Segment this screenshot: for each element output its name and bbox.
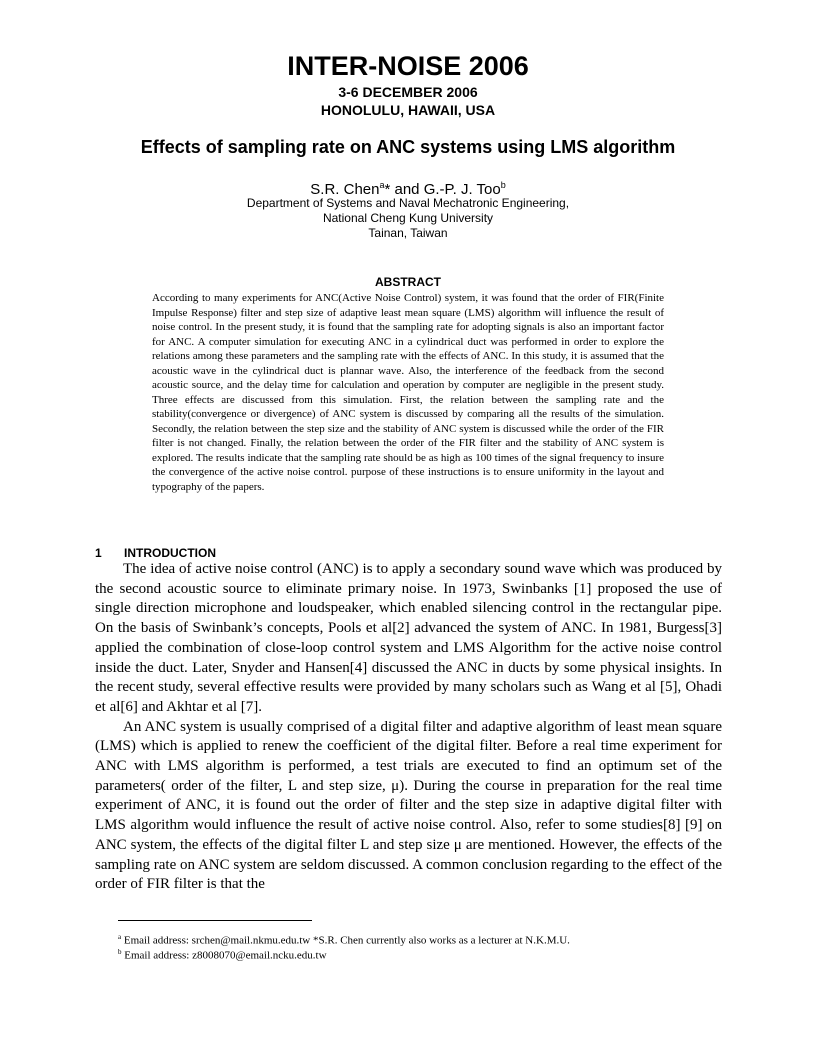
- section-heading: [95, 546, 495, 560]
- corresponding-star: *: [384, 181, 391, 198]
- footnote-a-mark: a: [118, 933, 122, 941]
- footnote-b: [118, 945, 718, 964]
- introduction-body: [95, 560, 722, 895]
- author-1: S.R. Chen: [310, 181, 380, 198]
- affiliation-university: National Cheng Kung University: [322, 211, 494, 225]
- conference-title: INTER-NOISE 2006: [287, 51, 529, 81]
- footnote-a-text: Email address: srchen@mail.nkmu.edu.tw *S.R. Chen currently also works as a lecturer at N.K.M.U.: [121, 934, 570, 947]
- paper-title: Effects of sampling rate on ANC systems using LMS algorithm: [140, 137, 676, 157]
- author-1-affil-mark: a: [379, 180, 385, 190]
- author-2-affil-mark: b: [500, 180, 506, 190]
- footnote-b-text: Email address: z8008070@email.ncku.edu.tw: [121, 949, 327, 962]
- intro-paragraph-2: An ANC system is usually comprised of a digital filter and adaptive algorithm of least mean square (LMS) which is applied to renew the coefficient of the digital filter. Before a real time experiment for ANC with LMS algorithm is performed, a test trials are executed to find an optimum set of the parameters( order of the filter, L and step size, μ). During the course in preparation for the real time experiment of ANC, it is found out the order of filter and the step size in adaptive digital filter with LMS algorithm would influence the result of active noise control. Also, refer to some studies[8] [9] on ANC system, the effects of the digital filter L and step size μ are mentioned. However, the effects of the sampling rate on ANC system are seldom discussed. A common conclusion regarding to the effect of the order of FIR filter is that the: [95, 718, 722, 893]
- footnote-divider: [118, 920, 312, 921]
- conference-dates: 3-6 DECEMBER 2006: [338, 84, 478, 100]
- conference-location: HONOLULU, HAWAII, USA: [320, 102, 496, 118]
- section-title: INTRODUCTION: [124, 546, 216, 560]
- author-conjunction: and: [390, 181, 424, 198]
- section-number: 1: [95, 546, 102, 560]
- intro-paragraph-1: The idea of active noise control (ANC) is to apply a secondary sound wave which was produced by the second acoustic source to eliminate primary noise. In 1973, Swinbanks [1] proposed the use of single direction microphone and loudspeaker, which enabled silencing control in the rectangular pipe. On the basis of Swinbank’s concepts, Pools et al[2] advanced the system of ANC. In 1981, Burgess[3] applied the combination of close-loop control system and LMS Algorithm for the active noise control inside the duct. Later, Snyder and Hansen[4] discussed the ANC in ducts by some physical insights. In the recent study, several effective results were provided by many scholars such as Wang et al [5], Ohadi et al[6] and Akhtar et al [7].: [95, 561, 722, 715]
- abstract-heading: ABSTRACT: [375, 275, 441, 289]
- affiliation-department: Department of Systems and Naval Mechatronic Engineering,: [246, 196, 570, 210]
- affiliation-city: Tainan, Taiwan: [368, 226, 448, 240]
- footnote-b-mark: b: [118, 948, 122, 956]
- abstract-text: According to many experiments for ANC(Active Noise Control) system, it was found that the order of FIR(Finite Impulse Response) filter and step size of adaptive least mean square (LMS) algorithm will influence the result of noise control. In the present study, it is found that the sampling rate for adopting signals is also an important factor for ANC. A computer simulation for executing ANC in a cylindrical duct was performed in order to explore the relations among these parameters and the sampling rate with the effects of ANC. In this study, it is assumed that the acoustic wave in the cylindrical duct is plannar wave. Also, the interference of the feedback from the second acoustic source, and the delay time for calculation and operation by computer are negligible in the present study. Three effects are discussed from this simulation. First, the relation between the sampling rate and the stability(convergence or divergence) of ANC system is discussed by comparing all the results of the simulation. Secondly, the relation between the step size and the stability of ANC system is discussed while the order of the FIR filter is not changed. Finally, the relation between the order of the FIR filter and the stability of ANC system is explored. The results indicate that the sampling rate should be as high as 100 times of the signal frequency to insure the convergence of the active noise control. purpose of these instructions is to ensure uniformity in the layout and typography of the papers.: [152, 292, 664, 493]
- author-2: G.-P. J. Too: [423, 181, 501, 198]
